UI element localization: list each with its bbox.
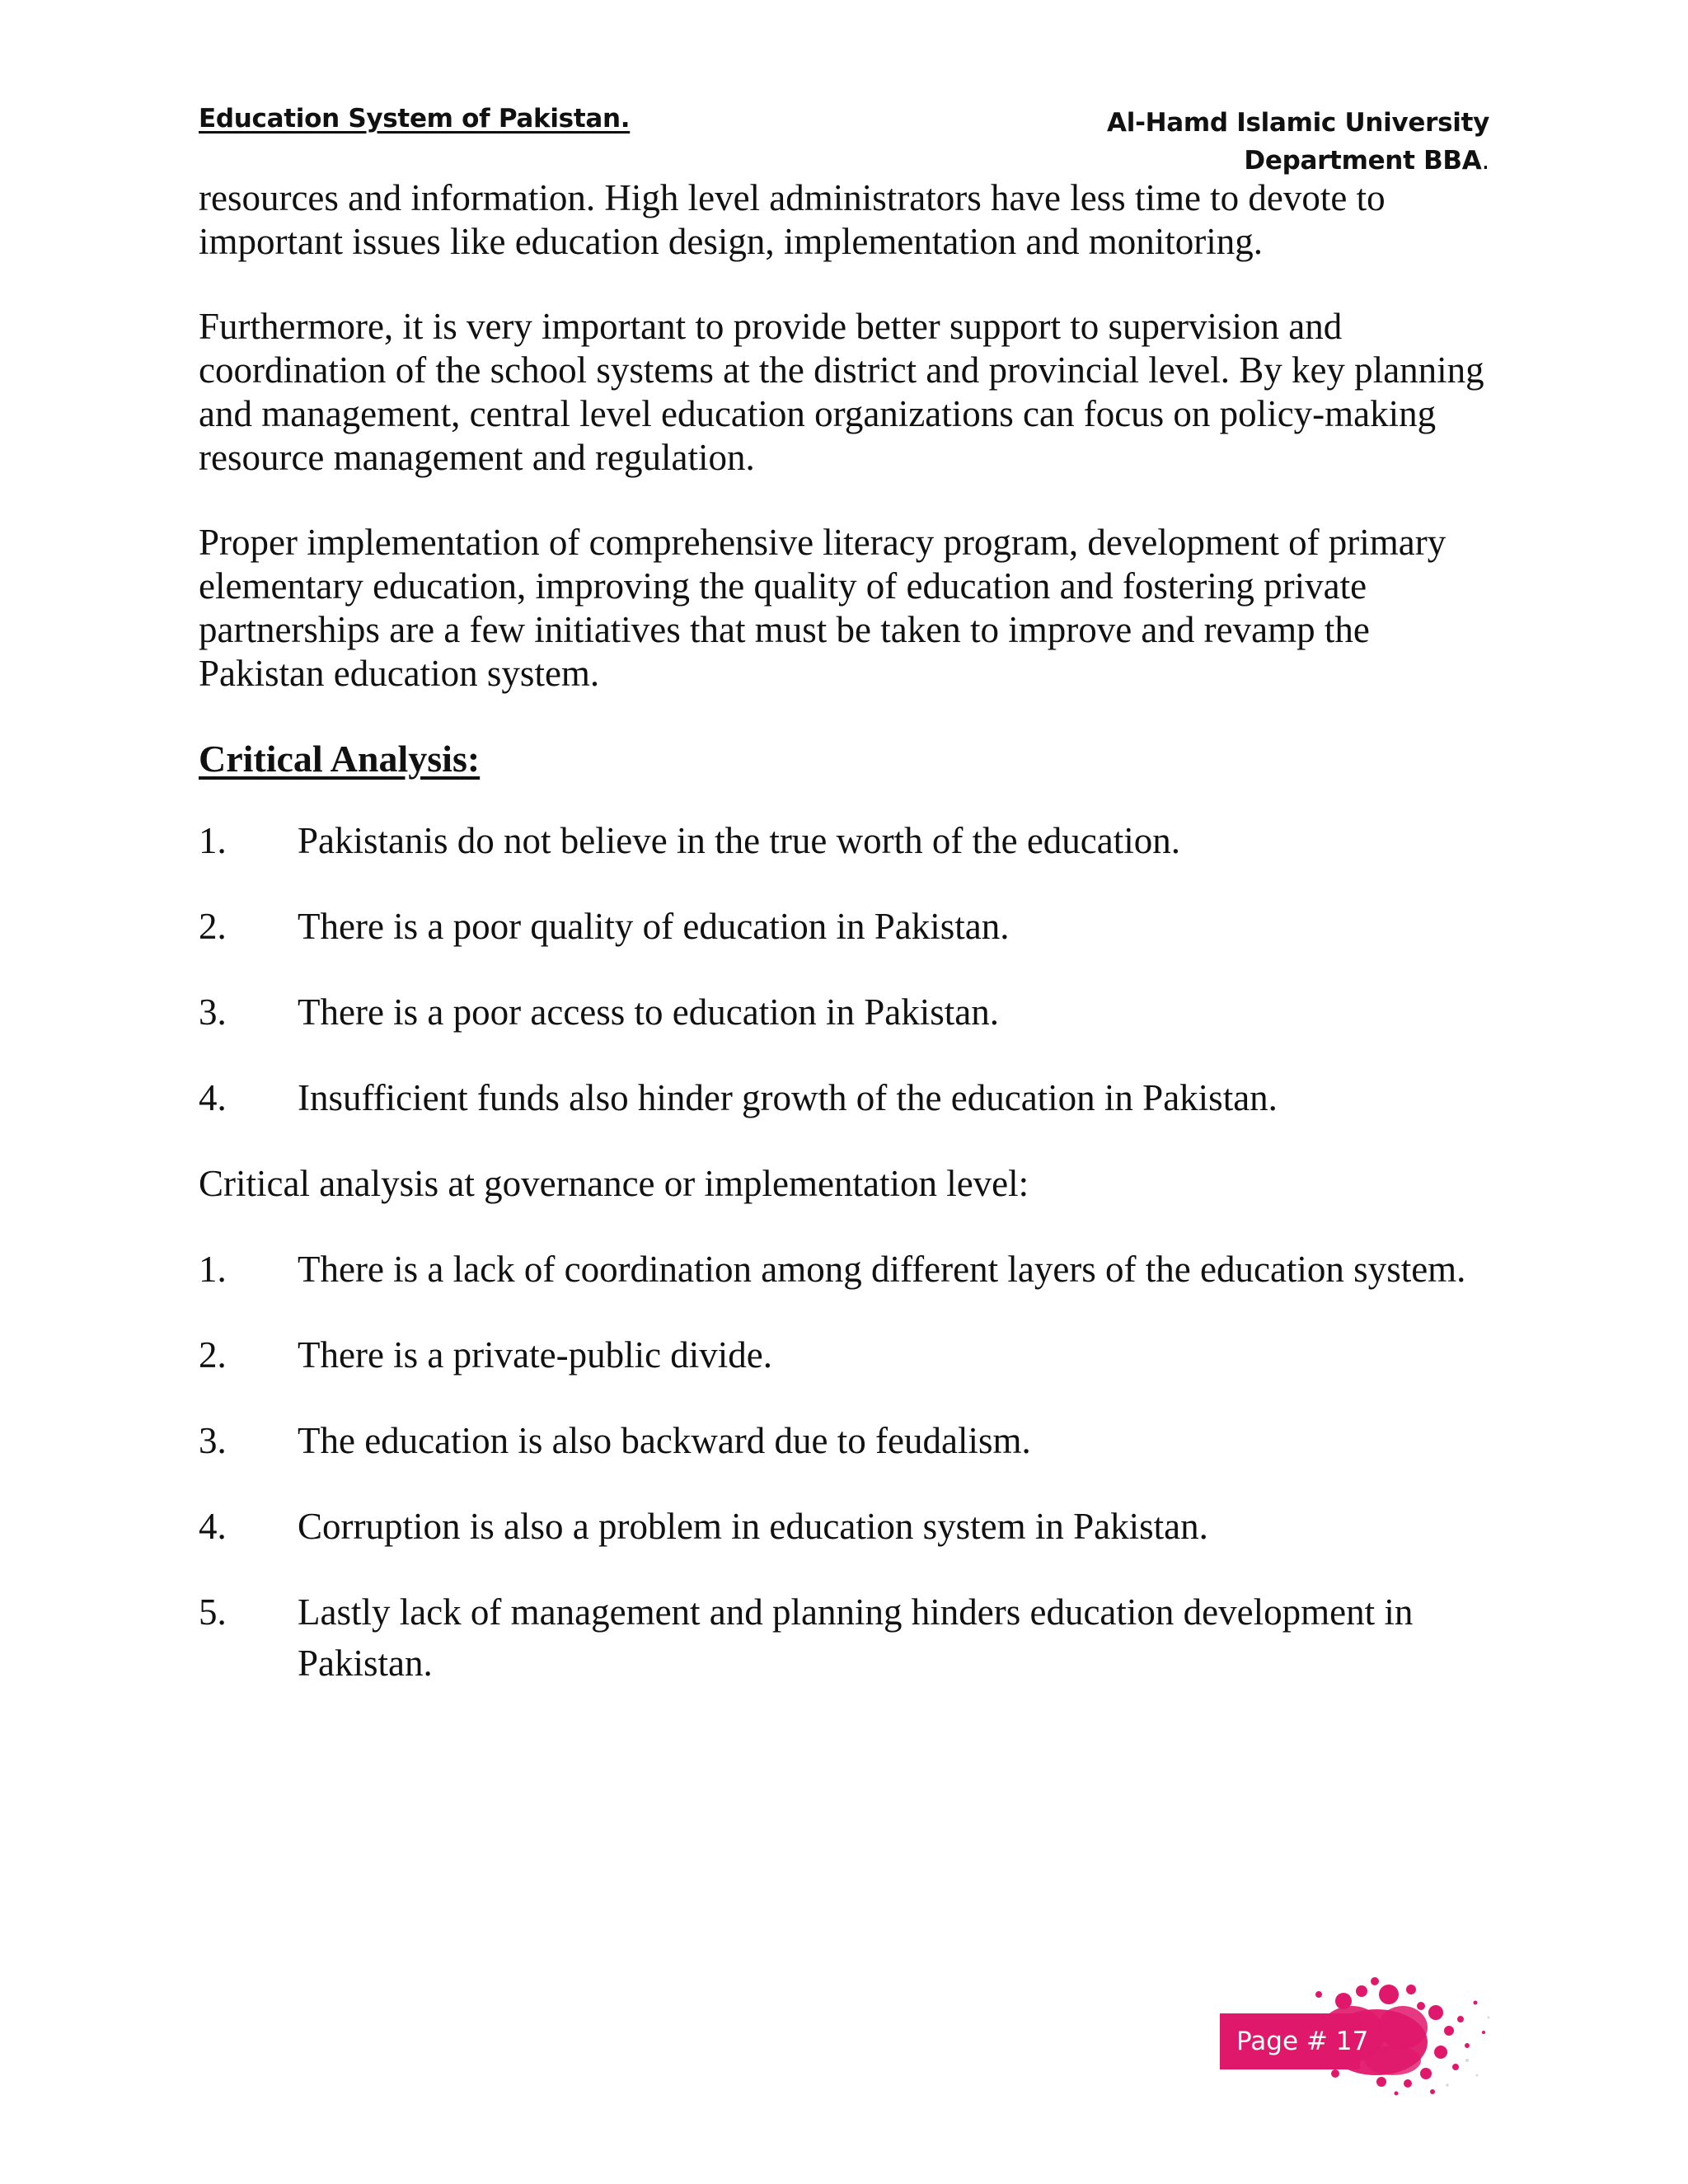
list-item (199, 1329, 1501, 1380)
header-university-name: Al-Hamd Islamic University (1107, 108, 1489, 138)
governance-analysis-list (199, 1244, 1501, 1689)
list-item-number: 3. (199, 1420, 227, 1461)
list-item-text: The education is also backward due to feudalism. (298, 1420, 1031, 1461)
list-item (199, 1501, 1501, 1552)
list-item-number: 1. (199, 820, 227, 861)
list-item-text: Pakistanis do not believe in the true worth of the education. (298, 820, 1180, 861)
list-item-text: There is a poor access to education in Pakistan. (298, 991, 999, 1033)
list-item-text: There is a private-public divide. (298, 1334, 773, 1376)
list-item (199, 1244, 1501, 1295)
list-item (199, 1072, 1501, 1123)
list-item-text: Lastly lack of management and planning hinders education development in Pakistan. (298, 1591, 1414, 1684)
list-item-number: 4. (199, 1077, 227, 1118)
list-item (199, 1415, 1501, 1466)
header-department-period: . (1481, 146, 1489, 176)
list-item-number: 5. (199, 1591, 227, 1633)
list-item (199, 987, 1501, 1038)
list-item (199, 901, 1501, 952)
list-item-text: Insufficient funds also hinder growth of the education in Pakistan. (298, 1077, 1278, 1118)
header-institution (1107, 104, 1489, 180)
list-item (199, 1586, 1501, 1689)
header-department (1107, 142, 1489, 180)
header-document-title: Education System of Pakistan. (199, 104, 631, 134)
list-item-number: 3. (199, 991, 227, 1033)
section-heading: Critical Analysis: (199, 738, 481, 780)
page-number-badge (1220, 1970, 1500, 2102)
list-item (199, 815, 1501, 866)
paragraph: Furthermore, it is very important to provide better support to supervision and coordination of the school systems at the district and provincial level. By key planning and management, central level education organizations can focus on policy-making resource management and regulation. (199, 306, 1484, 478)
list-item-text: There is a poor quality of education in Pakistan. (298, 906, 1010, 947)
list-item-number: 4. (199, 1506, 227, 1547)
governance-intro: Critical analysis at governance or implementation level: (199, 1163, 1029, 1204)
paragraph: resources and information. High level administrators have less time to devote to important issues like education design, implementation and monitoring. (199, 177, 1386, 262)
document-body (199, 176, 1501, 1723)
list-item-number: 2. (199, 1334, 227, 1376)
list-item-number: 2. (199, 906, 227, 947)
header-department-name: Department BBA (1244, 146, 1482, 176)
list-item-text: Corruption is also a problem in education system in Pakistan. (298, 1506, 1208, 1547)
page-number-label: Page # 17 (1220, 2013, 1360, 2069)
list-item-number: 1. (199, 1249, 227, 1290)
list-item-text: There is a lack of coordination among different layers of the education system. (298, 1249, 1466, 1290)
critical-analysis-list (199, 815, 1501, 1123)
paragraph: Proper implementation of comprehensive literacy program, development of primary elementary education, improving the quality of education and fostering private partnerships are a few initiatives that must be taken to improve and revamp the Pakistan education system. (199, 522, 1447, 694)
